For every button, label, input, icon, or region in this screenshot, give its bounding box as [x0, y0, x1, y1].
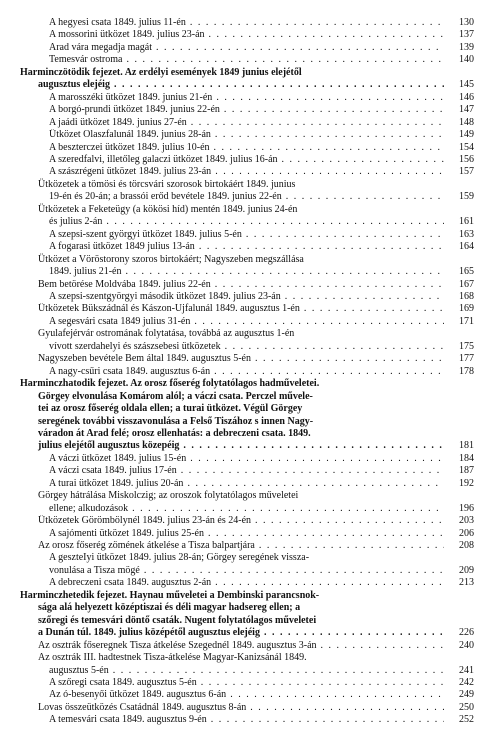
entry-text: Ütközetek a tömösi és törcsvári szorosok birtokáért 1849. junius	[38, 178, 296, 190]
page-number: 192	[444, 478, 474, 490]
toc-entry	[0, 54, 474, 66]
page-number: 240	[444, 640, 474, 652]
entry-text: A szepsi-szentgyörgyi második ütközet 1849. julius 23-án . . .	[49, 291, 474, 302]
entry-text: julius elejétől augusztus közepéig . . .	[38, 440, 474, 451]
page-number: 175	[444, 341, 474, 353]
page-number: 203	[444, 515, 474, 527]
entry-text: Ütközet a Vöröstorony szoros birtokáért; Nagyszeben megszállása	[38, 253, 304, 265]
entry-text: vívott szerdahelyi és szászsebesi ütközetek . . .	[49, 341, 474, 352]
entry-text: Ütközetek a Feketeügy (a kökösi híd) mentén 1849. junius 24-én	[38, 203, 298, 215]
page-number: 209	[444, 565, 474, 577]
toc-entry	[0, 652, 474, 677]
entry-text: A hegyesi csata 1849. julius 11-én . . .	[49, 17, 474, 28]
toc-entry	[0, 490, 474, 515]
entry-text: Lovas összeütközés Csatádnál 1849. augusztus 8-án . . .	[38, 702, 474, 713]
toc-entry	[0, 204, 474, 229]
toc-entry	[0, 714, 474, 726]
page-number: 146	[444, 92, 474, 104]
entry-text: 1849. julius 21-én . . .	[49, 266, 474, 277]
toc-entry	[0, 279, 474, 291]
toc-entry	[0, 528, 474, 540]
toc-entry	[0, 453, 474, 465]
table-of-contents	[0, 17, 493, 727]
entry-text: Temesvár ostroma . . .	[49, 54, 474, 65]
toc-entry	[0, 702, 474, 714]
entry-text: A nagy-csűri csata 1849. augusztus 6-án . . .	[49, 366, 474, 377]
page-number: 156	[444, 154, 474, 166]
entry-text: Nagyszeben bevétele Bem által 1849. augusztus 5-én . . .	[38, 353, 474, 364]
page-number: 252	[444, 714, 474, 726]
entry-text: Az orosz főserég zömének átkelése a Tisza balpartjára . . .	[38, 540, 474, 551]
toc-entry	[0, 254, 474, 279]
toc-entry	[0, 328, 474, 353]
page-number: 140	[444, 54, 474, 66]
toc-entry	[0, 117, 474, 129]
page-number: 181	[444, 440, 474, 452]
page-number: 161	[444, 216, 474, 228]
toc-entry	[0, 303, 474, 315]
toc-entry	[0, 154, 474, 166]
entry-text: A marosszéki ütközet 1849. junius 21-én . . .	[49, 92, 474, 103]
entry-text: tei az orosz főserég oldala ellen; a turai ütközet. Végül Görgey	[38, 403, 303, 415]
page-number: 184	[444, 453, 474, 465]
entry-text: A szepsi-szent györgyi ütközet 1849. julius 5-én . . .	[49, 229, 474, 240]
entry-text: augusztus 5-én . . .	[49, 665, 474, 676]
page-number: 145	[444, 79, 474, 91]
entry-text: szőregi és temesvári döntő csaták. Nugent folytatólagos műveletei	[38, 614, 317, 626]
toc-entry	[0, 179, 474, 204]
entry-text: ellene; alkudozások . . .	[49, 503, 474, 514]
entry-text: Az osztrák III. hadtestnek Tisza-átkelése Magyar-Kanizsánál 1849.	[38, 652, 307, 664]
entry-text: Görgey hátrálása Miskolczig; az oroszok folytatólagos műveletei	[38, 490, 299, 502]
entry-text: augusztus elejéig . . .	[38, 79, 474, 90]
toc-entry	[0, 577, 474, 589]
entry-text: Arad vára megadja magát . . .	[49, 42, 474, 53]
toc-entry	[0, 241, 474, 253]
chapter-heading-entry	[0, 590, 474, 640]
page-number: 165	[444, 266, 474, 278]
entry-text: Gyulafejérvár ostromának folytatása, továbbá az augusztus 1-én	[38, 328, 295, 340]
entry-text: 19-én és 20-án; a brassói erőd bevétele 1849. junius 22-én . . .	[49, 191, 474, 202]
toc-entry	[0, 478, 474, 490]
page-number: 187	[444, 465, 474, 477]
page-number: 163	[444, 229, 474, 241]
toc-entry	[0, 677, 474, 689]
page-number: 130	[444, 17, 474, 29]
page-number: 157	[444, 166, 474, 178]
toc-entry	[0, 17, 474, 29]
entry-text: Ütközet Olaszfalunál 1849. junius 28-án . . .	[49, 129, 474, 140]
page-number: 139	[444, 42, 474, 54]
page-number: 159	[444, 191, 474, 203]
toc-entry	[0, 29, 474, 41]
toc-entry	[0, 229, 474, 241]
page-number: 177	[444, 353, 474, 365]
entry-text: A sajómenti ütközet 1849. julius 25-én . . .	[49, 528, 474, 539]
entry-text: Harminczhatodik fejezet. Az orosz főserég folytatólagos hadműveletei.	[20, 378, 320, 390]
toc-entry	[0, 515, 474, 527]
page-number: 147	[444, 104, 474, 116]
entry-text: Az ó-besenyői ütközet 1849. augusztus 6-án . . .	[49, 689, 474, 700]
entry-text: A beszterczei ütközet 1849. julius 10-én . . .	[49, 142, 474, 153]
page-number: 196	[444, 503, 474, 515]
page-number: 213	[444, 577, 474, 589]
entry-text: Bem betörése Moldvába 1849. julius 22-én . . .	[38, 279, 474, 290]
entry-text: a Dunán túl. 1849. julius középétől augusztus elejéig . . .	[38, 627, 474, 638]
entry-text: A debreczeni csata 1849. augusztus 2-án . . .	[49, 577, 474, 588]
entry-text: A turai ütközet 1849. julius 20-án . . .	[49, 478, 474, 489]
entry-text: A geszteIyi ütközet 1849. julius 28-án; Görgey seregének vissza-	[49, 552, 310, 564]
page-number: 167	[444, 279, 474, 291]
entry-text: A segesvári csata 1849 julius 31-én . . .	[49, 316, 474, 327]
entry-text: A szeredfalvi, illetőleg galaczi ütközet 1849. julius 16-án . . .	[49, 154, 474, 165]
entry-text: Ütközetek Görömbölynél 1849. julius 23-án és 24-én . . .	[38, 515, 474, 526]
toc-entry	[0, 366, 474, 378]
toc-entry	[0, 142, 474, 154]
page-number: 168	[444, 291, 474, 303]
toc-entry	[0, 689, 474, 701]
toc-entry	[0, 129, 474, 141]
entry-text: A mossorini ütközet 1849. julius 23-án . . .	[49, 29, 474, 40]
page-number: 164	[444, 241, 474, 253]
page-number: 208	[444, 540, 474, 552]
entry-text: Görgey elvonulása Komárom alól; a váczi csata. Perczel művele-	[38, 390, 313, 402]
page-number: 242	[444, 677, 474, 689]
chapter-heading-entry	[0, 378, 474, 453]
entry-text: A váczi csata 1849. julius 17-én . . .	[49, 465, 474, 476]
entry-text: A szőregi csata 1849. augusztus 5-én . . .	[49, 677, 474, 688]
page-number: 148	[444, 117, 474, 129]
page-number: 149	[444, 129, 474, 141]
entry-text: sága alá helyezett középtiszai és déli magyar hadsereg ellen; a	[38, 602, 301, 614]
page-number: 178	[444, 366, 474, 378]
toc-entry	[0, 92, 474, 104]
toc-entry	[0, 42, 474, 54]
entry-text: A fogarasi ütközet 1849 julius 13-án . . .	[49, 241, 474, 252]
toc-entry	[0, 104, 474, 116]
entry-text: seregének további visszavonulása a Felső Tiszához s innen Nagy-	[38, 415, 314, 427]
page-number: 250	[444, 702, 474, 714]
entry-text: Ütközetek Bükszádnál és Kászon-Ujfalunál 1849. augusztus 1-én . . .	[38, 303, 474, 314]
toc-entry	[0, 552, 474, 577]
entry-text: Harminczötödik fejezet. Az erdélyi események 1849 junius elejétől	[20, 66, 302, 78]
entry-text: A jaádi ütközet 1849. junius 27-én . . .	[49, 117, 474, 128]
page-number: 171	[444, 316, 474, 328]
page-number: 249	[444, 689, 474, 701]
chapter-heading-entry	[0, 67, 474, 92]
toc-entry	[0, 353, 474, 365]
page-number: 206	[444, 528, 474, 540]
toc-entry	[0, 465, 474, 477]
entry-text: és julius 2-án . . .	[49, 216, 474, 227]
page-number: 226	[444, 627, 474, 639]
entry-text: A temesvári csata 1849. augusztus 9-én . . .	[49, 714, 474, 725]
entry-text: A szászrégeni ütközet 1849. julius 23-án . . .	[49, 166, 474, 177]
toc-entry	[0, 540, 474, 552]
page-number: 241	[444, 665, 474, 677]
entry-text: Harminczhetedik fejezet. Haynau műveletei a Dembinski parancsnok-	[20, 589, 320, 601]
entry-text: váradon át Arad felé; orosz ellenhatás: a debreczeni csata. 1849.	[38, 427, 311, 439]
page-number: 154	[444, 142, 474, 154]
toc-entry	[0, 291, 474, 303]
toc-entry	[0, 316, 474, 328]
page-number: 169	[444, 303, 474, 315]
entry-text: A borgó-prundi ütközet 1849. junius 22-én . . .	[49, 104, 474, 115]
entry-text: A váczi ütközet 1849. julius 15-én . . .	[49, 453, 474, 464]
page-number: 137	[444, 29, 474, 41]
entry-text: Az osztrák főseregnek Tisza átkelése Szegednél 1849. augusztus 3-án . . .	[38, 640, 474, 651]
toc-entry	[0, 640, 474, 652]
entry-text: vonulása a Tisza mögé . . .	[49, 565, 474, 576]
toc-entry	[0, 166, 474, 178]
